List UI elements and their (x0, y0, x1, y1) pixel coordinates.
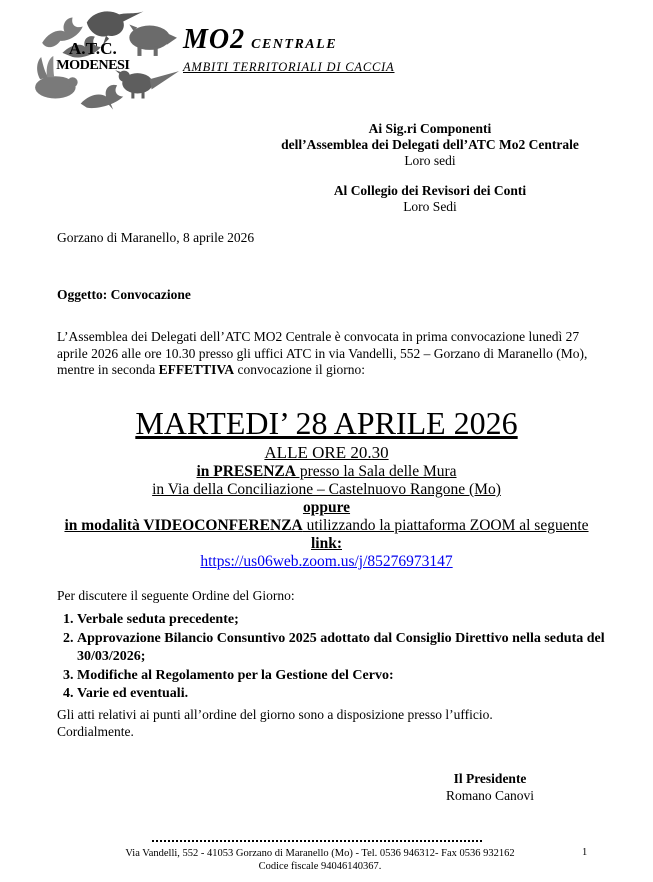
signature-name: Romano Canovi (445, 788, 535, 803)
videoconference-rest: utilizzando la piattaforma ZOOM al seguente (302, 517, 589, 534)
presence-line (40, 463, 613, 481)
page-number: 1 (582, 847, 588, 858)
recipients-block (250, 121, 610, 215)
or-word: oppure (302, 499, 351, 516)
agenda-intro: Per discutere il seguente Ordine del Giorno: (57, 588, 295, 603)
agenda-item-3: 3. Modifiche al Regolamento per la Gestione del Cervo: (77, 667, 605, 686)
org-title: MO2 (183, 24, 246, 55)
logo-org-name: MODENESI (56, 57, 130, 74)
recipient-line-2: dell’Assemblea dei Delegati dell’ATC Mo2 Centrale (281, 137, 579, 152)
atc-logo-graphic (28, 4, 180, 116)
org-subtitle: AMBITI TERRITORIALI DI CACCIA (183, 60, 395, 74)
masthead-title-row (183, 24, 395, 56)
agenda-ordered-list (57, 611, 605, 704)
zoom-meeting-link[interactable]: https://us06web.zoom.us/j/85276973147 (200, 553, 453, 570)
agenda-item-1: 1. Verbale seduta precedente; (77, 611, 605, 630)
recipients-gap (250, 169, 610, 183)
footer-fiscal-code: Codice fiscale 94046140367. (258, 861, 382, 872)
venue-line: in Via della Conciliazione – Castelnuovo Rangone (Mo) (152, 481, 501, 498)
footer-text (0, 847, 640, 873)
zoom-link-line (40, 553, 613, 571)
agenda-list (57, 611, 605, 704)
org-title-suffix: CENTRALE (251, 37, 338, 52)
closing-note: Gli atti relativi ai punti all’ordine del giorno sono a disposizione presso l’ufficio. (57, 707, 493, 722)
signature-title: Il Presidente (453, 771, 527, 786)
agenda-item-2: 2. Approvazione Bilancio Consuntivo 2025 adottato dal Consiglio Direttivo nella seduta del 30/03/2026; (77, 630, 605, 667)
intro-text-after: convocazione il giorno: (234, 362, 365, 377)
recipient-line-4: Al Collegio dei Revisori dei Conti (333, 183, 527, 198)
recipient-line-3: Loro sedi (404, 153, 456, 168)
footer-divider (152, 840, 482, 842)
recipient-line-5: Loro Sedi (403, 199, 457, 214)
footer-address: Via Vandelli, 552 - 41053 Gorzano di Maranello (Mo) - Tel. 0536 946312- Fax 0536 932162 (125, 848, 515, 859)
intro-text-before: L’Assemblea dei Delegati dell’ATC MO2 Centrale è convocata in prima convocazione lunedì 27 aprile 2026 alle ore 10.30 presso gli uffici ATC in via Vandelli, 552 – Gorzano di Maranello (Mo), mentre in seconda (57, 329, 588, 377)
agenda-item-4: 4. Varie ed eventuali. (77, 685, 605, 704)
subject-line: Oggetto: Convocazione (57, 287, 191, 302)
closing-block (57, 706, 493, 740)
atc-logo (28, 4, 180, 116)
intro-paragraph (57, 329, 605, 379)
videoconference-line (40, 517, 613, 535)
recipient-line-1: Ai Sig.ri Componenti (368, 121, 492, 136)
link-label: link: (310, 535, 342, 552)
meeting-time-line: ALLE ORE 20.30 (264, 443, 389, 462)
presence-bold: in PRESENZA (196, 463, 296, 480)
dateline: Gorzano di Maranello, 8 aprile 2026 (57, 230, 255, 245)
presence-rest: presso la Sala delle Mura (295, 463, 457, 480)
closing-salutation: Cordialmente. (57, 724, 134, 739)
boar-icon (129, 25, 177, 56)
signature-block (400, 770, 580, 804)
pheasant-icon (115, 70, 179, 98)
logo-org-acronym: A.T.C. (68, 38, 117, 58)
meeting-date-heading: MARTEDI’ 28 APRILE 2026 (135, 405, 518, 441)
masthead (183, 24, 395, 75)
intro-text-bold: EFFETTIVA (158, 362, 235, 377)
videoconference-bold: in modalità VIDEOCONFERENZA (64, 517, 303, 534)
flying-bird-icon (81, 85, 124, 110)
announcement-block (40, 406, 613, 571)
